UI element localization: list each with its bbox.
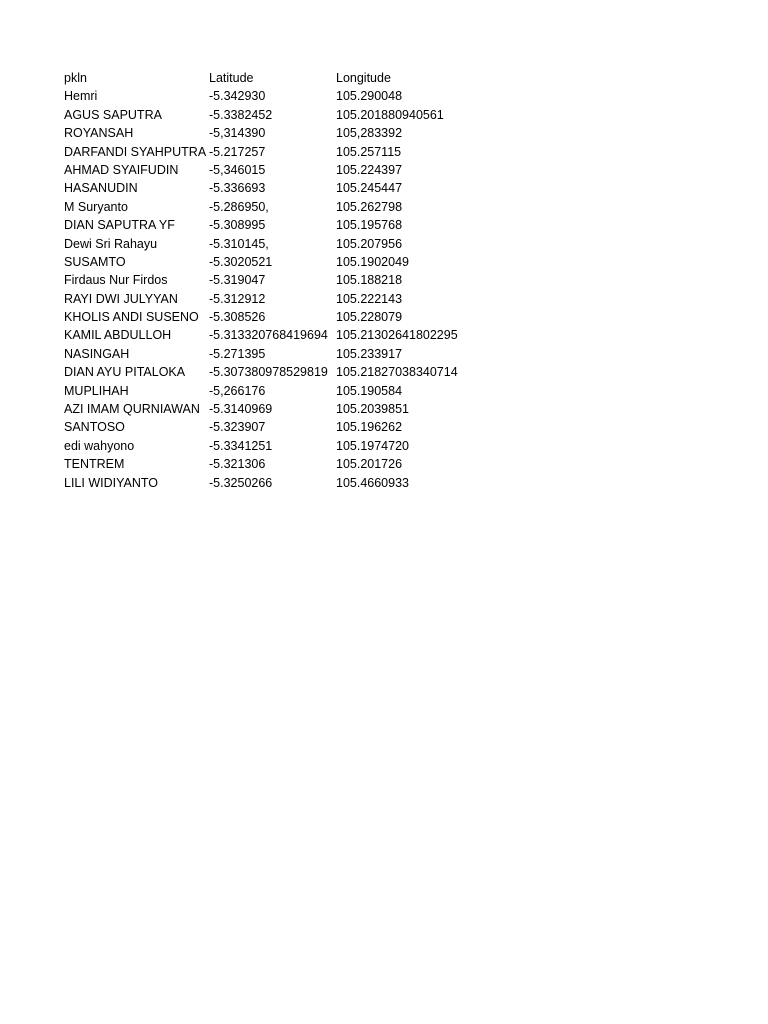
cell-name: HASANUDIN [64, 181, 138, 196]
cell-longitude: 105,283392 [336, 126, 403, 141]
cell-latitude: -5,266176 [209, 383, 266, 398]
cell-longitude: 105.1974720 [336, 438, 409, 453]
cell-latitude: -5.3382452 [209, 107, 273, 122]
table-row [64, 308, 486, 326]
cell-name: RAYI DWI JULYYAN [64, 291, 178, 306]
header-row [64, 69, 486, 87]
table-row [64, 363, 486, 381]
cell-longitude: 105.257115 [336, 144, 402, 159]
cell-name: ROYANSAH [64, 126, 134, 141]
cell-longitude: 105.21827038340714 [336, 365, 458, 380]
cell-latitude: -5.319047 [209, 273, 266, 288]
table-row [64, 124, 486, 142]
cell-latitude: -5.312912 [209, 291, 266, 306]
cell-name: AHMAD SYAIFUDIN [64, 162, 179, 177]
cell-latitude: -5.310145, [209, 236, 269, 251]
cell-latitude: -5.286950, [209, 199, 269, 214]
cell-latitude: -5.342930 [209, 89, 266, 104]
cell-name: SUSAMTO [64, 254, 126, 269]
table-row [64, 290, 486, 308]
cell-latitude: -5.313320768419694 [209, 328, 328, 343]
cell-name: DARFANDI SYAHPUTRA [64, 144, 207, 159]
header-longitude: Longitude [336, 71, 391, 85]
cell-latitude: -5.3140969 [209, 402, 273, 417]
table-row [64, 271, 486, 289]
cell-name: Firdaus Nur Firdos [64, 273, 168, 288]
cell-longitude: 105.222143 [336, 291, 403, 306]
cell-longitude: 105.4660933 [336, 475, 409, 490]
cell-longitude: 105.201726 [336, 457, 403, 472]
cell-longitude: 105.21302641802295 [336, 328, 458, 343]
table-row [64, 87, 486, 105]
table-row [64, 179, 486, 197]
cell-name: Dewi Sri Rahayu [64, 236, 158, 251]
cell-longitude: 105.195768 [336, 218, 403, 233]
cell-longitude: 105.201880940561 [336, 107, 444, 122]
cell-name: Hemri [64, 89, 98, 104]
cell-longitude: 105.245447 [336, 181, 403, 196]
spreadsheet-table [64, 69, 486, 492]
table-row [64, 216, 486, 234]
cell-name: NASINGAH [64, 346, 130, 361]
table-row [64, 326, 486, 344]
cell-name: LILI WIDIYANTO [64, 475, 159, 490]
cell-name: TENTREM [64, 457, 125, 472]
table-row [64, 345, 486, 363]
cell-latitude: -5.336693 [209, 181, 266, 196]
cell-name: DIAN AYU PITALOKA [64, 365, 186, 380]
cell-latitude: -5.308995 [209, 218, 266, 233]
cell-name: AGUS SAPUTRA [64, 107, 162, 122]
cell-name: M Suryanto [64, 199, 128, 214]
table-row [64, 400, 486, 418]
table-row [64, 235, 486, 253]
cell-latitude: -5.321306 [209, 457, 266, 472]
cell-longitude: 105.233917 [336, 346, 403, 361]
cell-longitude: 105.207956 [336, 236, 403, 251]
cell-longitude: 105.228079 [336, 310, 403, 325]
cell-longitude: 105.188218 [336, 273, 403, 288]
cell-longitude: 105.1902049 [336, 254, 409, 269]
table-row [64, 455, 486, 473]
table-row [64, 437, 486, 455]
table-row [64, 198, 486, 216]
cell-latitude: -5.3250266 [209, 475, 273, 490]
cell-name: SANTOSO [64, 420, 125, 435]
cell-latitude: -5.3341251 [209, 438, 273, 453]
cell-latitude: -5.307380978529819 [209, 365, 328, 380]
cell-latitude: -5,314390 [209, 126, 266, 141]
cell-latitude: -5.3020521 [209, 254, 273, 269]
cell-longitude: 105.190584 [336, 383, 403, 398]
cell-longitude: 105.290048 [336, 89, 403, 104]
cell-longitude: 105.196262 [336, 420, 403, 435]
cell-latitude: -5.217257 [209, 144, 266, 159]
cell-name: DIAN SAPUTRA YF [64, 218, 175, 233]
cell-latitude: -5.271395 [209, 346, 266, 361]
table-row [64, 382, 486, 400]
cell-longitude: 105.224397 [336, 162, 403, 177]
cell-longitude: 105.2039851 [336, 402, 409, 417]
table-row [64, 418, 486, 436]
cell-latitude: -5,346015 [209, 162, 266, 177]
cell-name: MUPLIHAH [64, 383, 129, 398]
table-body [64, 87, 486, 492]
table-row [64, 253, 486, 271]
table-row [64, 143, 486, 161]
table-row [64, 161, 486, 179]
table-row [64, 106, 486, 124]
cell-name: edi wahyono [64, 438, 135, 453]
cell-latitude: -5.308526 [209, 310, 266, 325]
cell-longitude: 105.262798 [336, 199, 403, 214]
cell-name: AZI IMAM QURNIAWAN [64, 402, 200, 417]
header-latitude: Latitude [209, 71, 254, 85]
table-row [64, 474, 486, 492]
header-pkln: pkln [64, 71, 87, 85]
cell-name: KHOLIS ANDI SUSENO [64, 310, 199, 325]
cell-latitude: -5.323907 [209, 420, 266, 435]
cell-name: KAMIL ABDULLOH [64, 328, 172, 343]
